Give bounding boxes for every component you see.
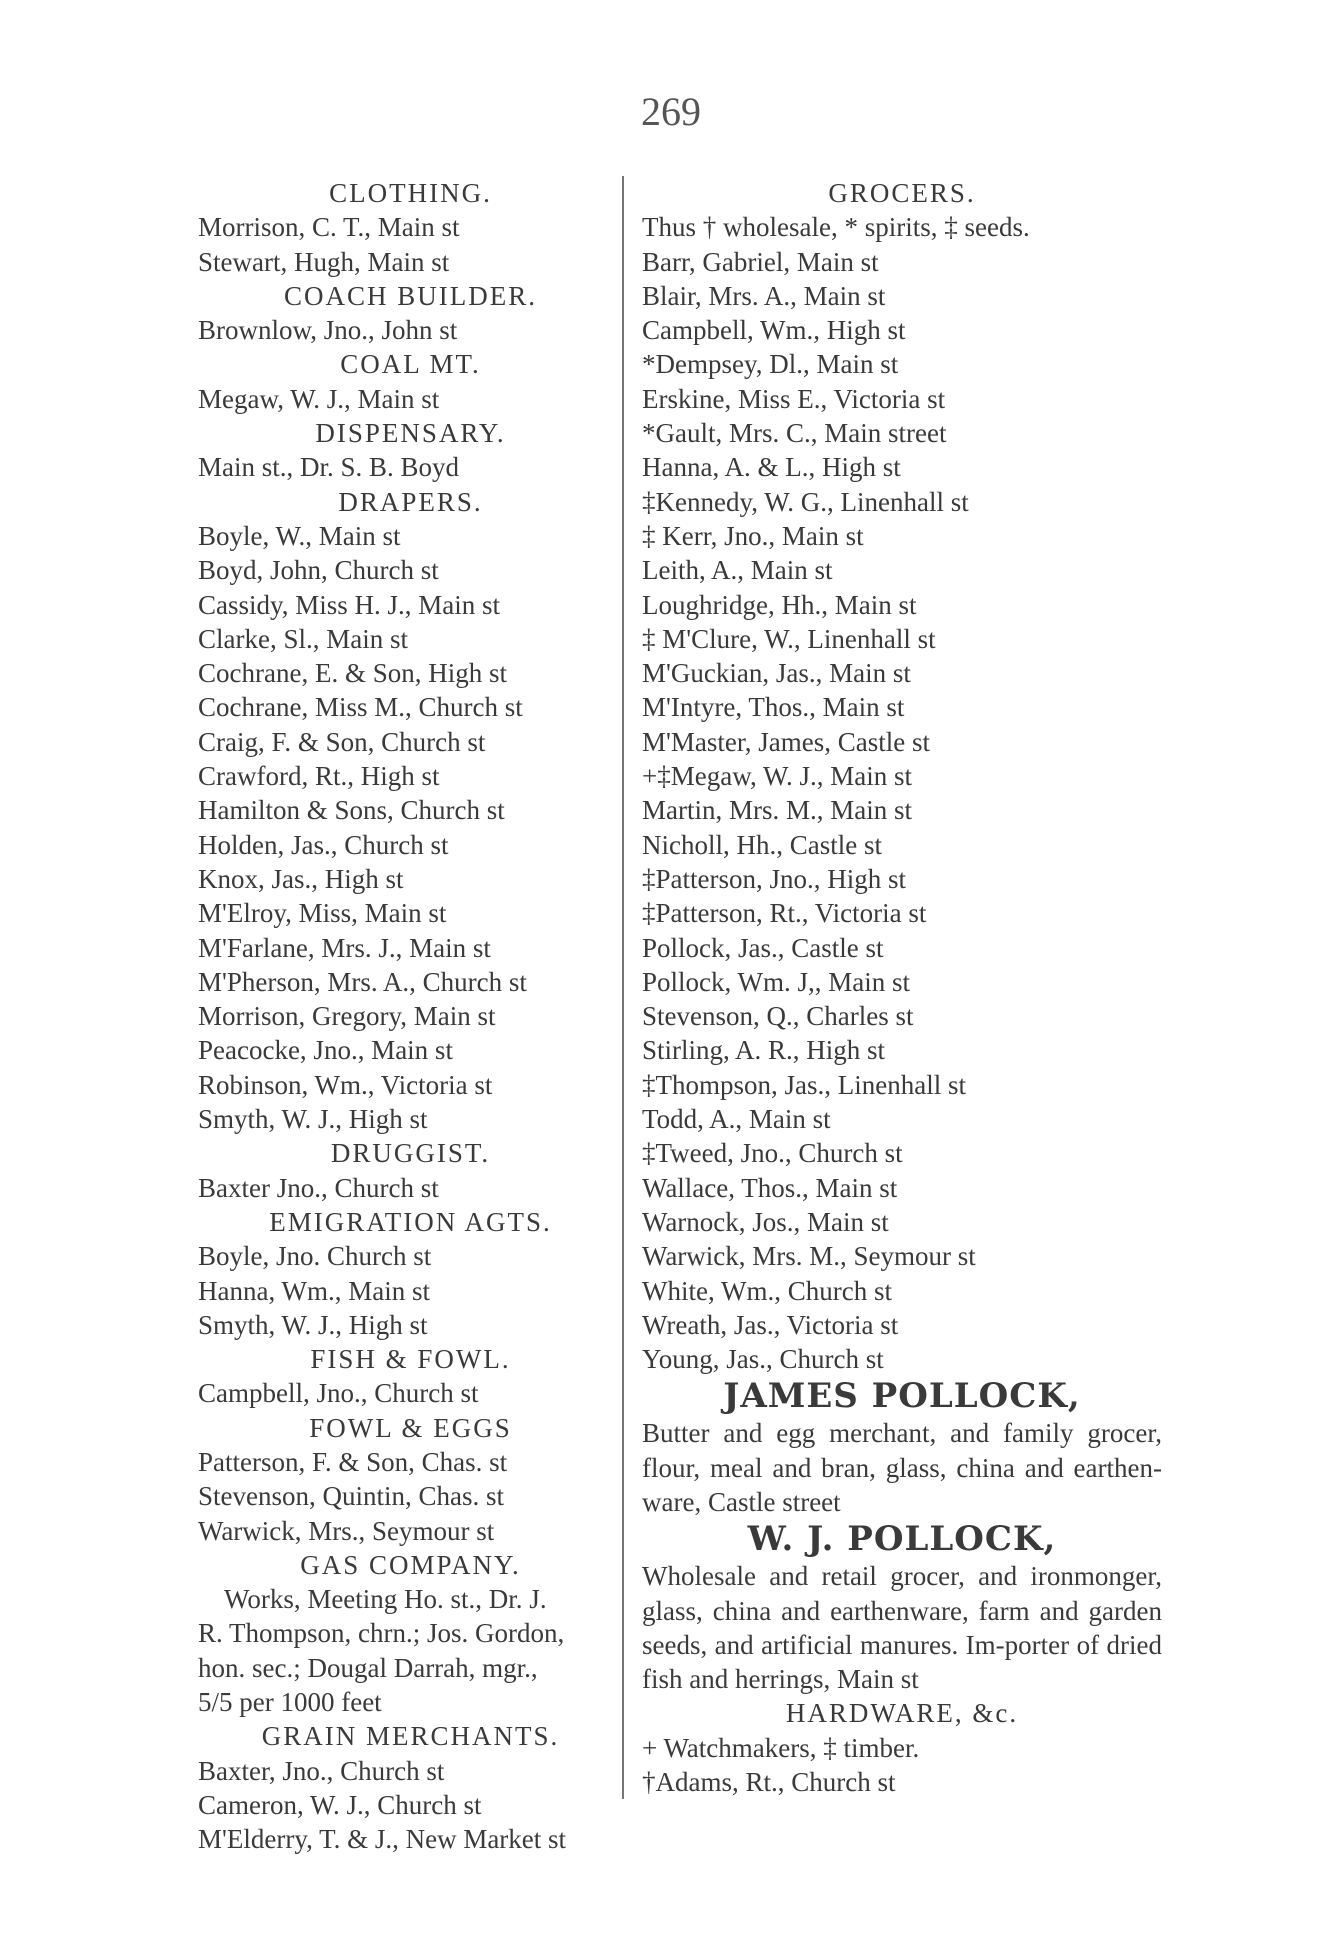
- directory-entry: †Adams, Rt., Church st: [642, 1767, 896, 1798]
- directory-entry: Knox, Jas., High st: [198, 863, 404, 894]
- page-number: 269: [641, 89, 701, 134]
- directory-entry: Stevenson, Q., Charles st: [642, 1001, 914, 1032]
- directory-entry: hon. sec.; Dougal Darrah, mgr.,: [198, 1652, 538, 1683]
- directory-entry: Main st., Dr. S. B. Boyd: [198, 452, 460, 483]
- directory-entry: Craig, F. & Son, Church st: [198, 726, 486, 757]
- directory-entry: Smyth, W. J., High st: [198, 1309, 428, 1340]
- section-heading: COACH BUILDER.: [283, 280, 537, 311]
- directory-entry: Holden, Jas., Church st: [198, 829, 449, 860]
- directory-entry: Morrison, C. T., Main st: [198, 212, 460, 243]
- directory-entry: + Watchmakers, ‡ timber.: [642, 1732, 920, 1763]
- directory-entry: Loughridge, Hh., Main st: [642, 589, 917, 620]
- section-heading: GRAIN MERCHANTS.: [261, 1721, 560, 1752]
- section-heading: FISH & FOWL.: [310, 1344, 511, 1375]
- directory-entry: Thus † wholesale, * spirits, ‡ seeds.: [642, 212, 1030, 243]
- directory-entry: ‡Thompson, Jas., Linenhall st: [642, 1069, 966, 1100]
- directory-entry: M'Guckian, Jas., Main st: [642, 658, 911, 689]
- directory-entry: Hanna, Wm., Main st: [198, 1275, 430, 1306]
- directory-entry: Clarke, Sl., Main st: [198, 623, 408, 654]
- directory-entry: Warnock, Jos., Main st: [642, 1206, 889, 1237]
- advertisement-text: Wholesale and retail grocer, and ironmonger, glass, china and earthenware, farm and garden seeds, and artificial manures. Im-porter of dried fish and herrings, Main st: [642, 1561, 1162, 1695]
- directory-entry: R. Thompson, chrn.; Jos. Gordon,: [198, 1618, 565, 1649]
- directory-entry: ‡Patterson, Jno., High st: [642, 863, 907, 894]
- directory-entry: Hanna, A. & L., High st: [642, 452, 901, 483]
- directory-entry: ‡ M'Clure, W., Linenhall st: [642, 623, 936, 654]
- directory-entry: Leith, A., Main st: [642, 555, 833, 586]
- directory-entry: Patterson, F. & Son, Chas. st: [198, 1446, 508, 1477]
- section-heading: DRUGGIST.: [330, 1138, 491, 1169]
- directory-entry: Erskine, Miss E., Victoria st: [642, 383, 946, 414]
- directory-entry: 5/5 per 1000 feet: [198, 1687, 382, 1718]
- directory-entry: M'Master, James, Castle st: [642, 726, 930, 757]
- directory-entry: Boyd, John, Church st: [198, 555, 439, 586]
- directory-entry: M'Farlane, Mrs. J., Main st: [198, 932, 491, 963]
- section-heading: DRAPERS.: [338, 486, 483, 517]
- section-heading: DISPENSARY.: [315, 418, 506, 449]
- directory-entry: Cochrane, Miss M., Church st: [198, 692, 523, 723]
- section-heading: HARDWARE, &c.: [785, 1698, 1019, 1729]
- directory-entry: Boyle, W., Main st: [198, 520, 401, 551]
- directory-entry: Peacocke, Jno., Main st: [198, 1035, 453, 1066]
- directory-entry: Pollock, Jas., Castle st: [642, 932, 884, 963]
- directory-entry: +‡Megaw, W. J., Main st: [642, 761, 912, 792]
- directory-entry: Todd, A., Main st: [642, 1104, 831, 1135]
- directory-entry: Baxter, Jno., Church st: [198, 1755, 445, 1786]
- directory-entry: M'Elroy, Miss, Main st: [198, 898, 447, 929]
- section-heading: CLOTHING.: [329, 178, 492, 208]
- directory-entry: Campbell, Wm., High st: [642, 315, 906, 346]
- directory-entry: Works, Meeting Ho. st., Dr. J.: [224, 1584, 547, 1615]
- directory-entry: Young, Jas., Church st: [642, 1344, 884, 1375]
- directory-entry: ‡Kennedy, W. G., Linenhall st: [642, 486, 969, 517]
- right-column: [622, 176, 1162, 1799]
- advertisement-text: Butter and egg merchant, and family grocer, flour, meal and bran, glass, china and earthen-ware, Castle street: [642, 1418, 1162, 1517]
- section-heading: FOWL & EGGS: [309, 1412, 512, 1443]
- directory-entry: Morrison, Gregory, Main st: [198, 1001, 496, 1032]
- directory-entry: *Dempsey, Dl., Main st: [642, 349, 899, 380]
- directory-entry: Robinson, Wm., Victoria st: [198, 1069, 493, 1100]
- directory-entry: White, Wm., Church st: [642, 1275, 892, 1306]
- directory-entry: Cassidy, Miss H. J., Main st: [198, 589, 501, 620]
- directory-entry: Smyth, W. J., High st: [198, 1104, 428, 1135]
- advertisement-name: W. J. POLLOCK,: [747, 1519, 1057, 1560]
- directory-entry: Nicholl, Hh., Castle st: [642, 829, 882, 860]
- directory-entry: ‡ Kerr, Jno., Main st: [642, 520, 864, 551]
- section-heading: EMIGRATION AGTS.: [269, 1206, 552, 1237]
- directory-entry: Stirling, A. R., High st: [642, 1035, 886, 1066]
- directory-entry: Warwick, Mrs. M., Seymour st: [642, 1241, 976, 1272]
- directory-entry: ‡Patterson, Rt., Victoria st: [642, 898, 927, 929]
- section-heading: GAS COMPANY.: [300, 1549, 521, 1580]
- left-column: [198, 176, 623, 1857]
- advertisement-name: JAMES POLLOCK,: [723, 1376, 1081, 1417]
- directory-entry: Cameron, W. J., Church st: [198, 1789, 482, 1820]
- directory-entry: Barr, Gabriel, Main st: [642, 246, 879, 277]
- directory-entry: Crawford, Rt., High st: [198, 761, 440, 792]
- directory-entry: Martin, Mrs. M., Main st: [642, 795, 912, 826]
- directory-entry: Cochrane, E. & Son, High st: [198, 658, 507, 689]
- directory-entry: *Gault, Mrs. C., Main street: [642, 418, 947, 449]
- directory-entry: Campbell, Jno., Church st: [198, 1378, 479, 1409]
- section-heading: COAL MT.: [340, 349, 481, 380]
- directory-entry: Brownlow, Jno., John st: [198, 315, 458, 346]
- directory-entry: Baxter Jno., Church st: [198, 1172, 439, 1203]
- directory-entry: Hamilton & Sons, Church st: [198, 795, 505, 826]
- directory-entry: Stewart, Hugh, Main st: [198, 246, 450, 277]
- directory-entry: Wreath, Jas., Victoria st: [642, 1309, 899, 1340]
- directory-entry: Warwick, Mrs., Seymour st: [198, 1515, 495, 1546]
- directory-entry: Pollock, Wm. J,, Main st: [642, 966, 911, 997]
- directory-entry: M'Pherson, Mrs. A., Church st: [198, 966, 527, 997]
- directory-entry: Blair, Mrs. A., Main st: [642, 280, 886, 311]
- directory-entry: Wallace, Thos., Main st: [642, 1172, 898, 1203]
- directory-entry: Boyle, Jno. Church st: [198, 1241, 432, 1272]
- directory-entry: M'Elderry, T. & J., New Market st: [198, 1824, 567, 1855]
- directory-entry: M'Intyre, Thos., Main st: [642, 692, 905, 723]
- directory-entry: Megaw, W. J., Main st: [198, 383, 440, 414]
- section-heading: GROCERS.: [828, 178, 976, 208]
- directory-entry: ‡Tweed, Jno., Church st: [642, 1138, 903, 1169]
- directory-entry: Stevenson, Quintin, Chas. st: [198, 1481, 505, 1512]
